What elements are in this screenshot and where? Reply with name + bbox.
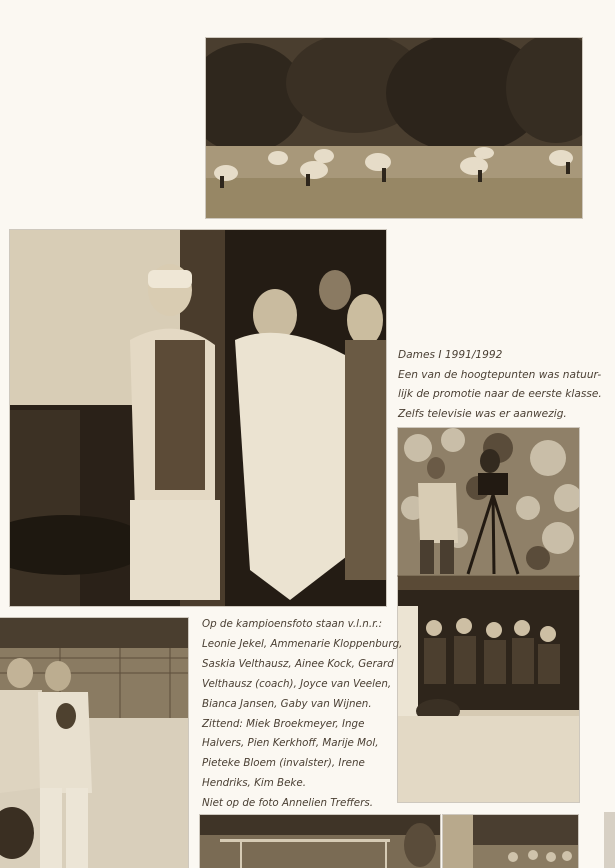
page-edge-shadow (604, 812, 615, 868)
photo-team-bench (398, 576, 579, 802)
caption-line: lijk de promotie naar de eerste klasse. (398, 388, 602, 400)
caption-line: Leonie Jekel, Ammenarie Kloppenburg, (202, 637, 403, 650)
caption-line: Pieteke Bloem (invalster), Irene (202, 757, 365, 770)
caption-line: Dames I 1991/1992 (398, 349, 503, 361)
photo-tv-camera (398, 428, 579, 576)
caption-dames (398, 346, 602, 424)
caption-line: Zelfs televisie was er aanwezig. (398, 407, 567, 420)
caption-line: Zittend: Miek Broekmeyer, Inge (202, 717, 365, 730)
caption-line: Halvers, Pien Kerkhoff, Marije Mol, (202, 737, 379, 750)
caption-line: Hendriks, Kim Beke. (202, 777, 306, 790)
caption-line: Saskia Velthausz, Ainee Kock, Gerard (202, 657, 394, 670)
photo-bottom-left-strip (200, 815, 440, 868)
caption-line: Velthausz (coach), Joyce van Veelen, (202, 677, 392, 690)
photo-costume-party (10, 230, 386, 606)
caption-line: Een van de hoogtepunten was natuur- (398, 368, 602, 381)
caption-line: Bianca Jansen, Gaby van Wijnen. (202, 697, 372, 710)
photo-field-stretching (206, 38, 582, 218)
caption-line: Niet op de foto Annelien Treffers. (202, 797, 373, 810)
photo-bottom-right-strip (443, 815, 578, 868)
caption-kampioensfoto (202, 615, 402, 814)
photo-players-rackets (0, 618, 188, 868)
caption-line: Op de kampioensfoto staan v.l.n.r.: (202, 618, 383, 630)
